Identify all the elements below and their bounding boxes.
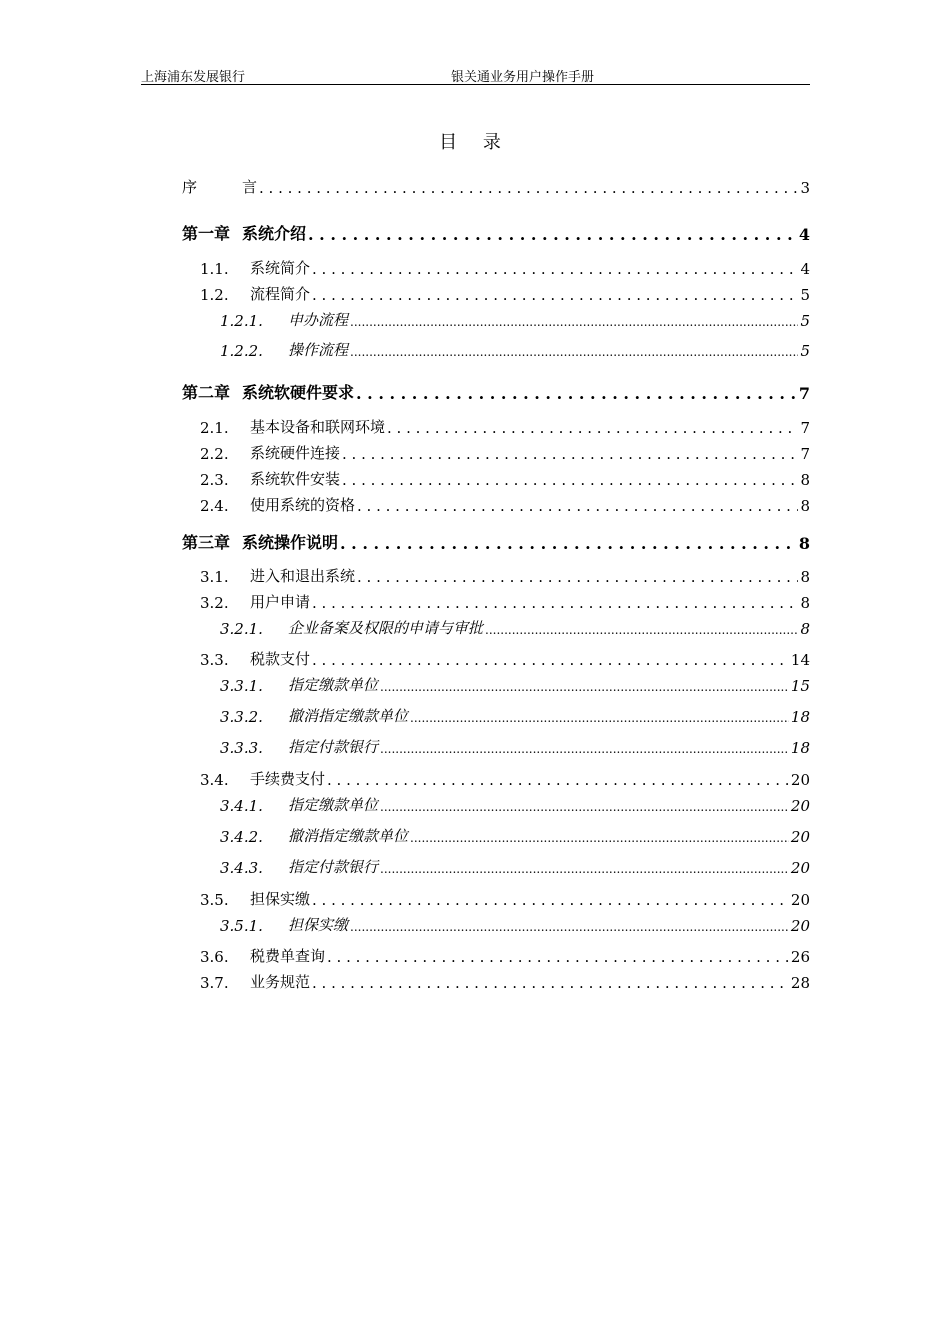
- toc-leader: [342, 471, 798, 489]
- toc-entry-label: 使用系统的资格: [250, 496, 356, 514]
- toc-entry-page: 15: [790, 677, 810, 695]
- toc-entry-number: 1.2.: [200, 286, 229, 304]
- toc-entry-number: 3.4.1.: [220, 797, 263, 815]
- toc-entry-page: 4: [800, 260, 810, 278]
- toc-leader: [387, 419, 798, 437]
- toc-entry-number: 第一章: [182, 224, 231, 243]
- toc-entry-page: 20: [790, 797, 810, 815]
- toc-entry-number: 3.6.: [200, 948, 229, 966]
- toc-entry-section[interactable]: [182, 945, 810, 966]
- toc-entry-label: 担保实缴: [250, 890, 311, 908]
- toc-entry-page: 8: [800, 594, 810, 612]
- toc-entry-number: 3.3.1.: [220, 677, 263, 695]
- toc-entry-number: 2.2.: [200, 445, 229, 463]
- toc-entry-label: 言: [242, 178, 258, 196]
- toc-entry-page: 20: [790, 859, 810, 877]
- toc-leader: [380, 797, 789, 815]
- toc-entry-label: 业务规范: [250, 973, 311, 991]
- toc-entry-subsection[interactable]: [182, 617, 810, 638]
- toc-leader: [308, 225, 797, 244]
- toc-entry-number: 3.7.: [200, 974, 229, 992]
- header-doc-title: 银关通业务用户操作手册: [451, 70, 595, 85]
- toc-entry-page: 5: [800, 286, 810, 304]
- toc-entry-number: 3.5.1.: [220, 917, 263, 935]
- toc-entry-chapter[interactable]: [182, 380, 810, 403]
- toc-leader: [380, 739, 789, 757]
- toc-entry-page: 20: [790, 891, 810, 909]
- toc-leader: [312, 651, 789, 669]
- toc-entry-number: 3.5.: [200, 891, 229, 909]
- toc-entry-page: 18: [790, 708, 810, 726]
- toc-leader: [350, 312, 798, 330]
- toc-entry-label: 指定付款银行: [288, 738, 379, 756]
- toc-leader: [312, 891, 789, 909]
- toc-entry-chapter[interactable]: [182, 221, 810, 244]
- page-header: [141, 64, 810, 85]
- toc-entry-label: 担保实缴: [288, 916, 349, 934]
- toc-entry-section[interactable]: [182, 565, 810, 586]
- toc-leader: [350, 917, 789, 935]
- toc-entry-subsection[interactable]: [182, 736, 810, 757]
- toc-entry-page: 8: [800, 471, 810, 489]
- toc-entry-label: 税费单查询: [250, 947, 326, 965]
- toc-entry-number: 3.3.2.: [220, 708, 263, 726]
- toc-entry-label: 手续费支付: [250, 770, 326, 788]
- toc-entry-page: 20: [790, 828, 810, 846]
- toc-entry-label: 系统操作说明: [242, 533, 339, 552]
- toc-entry-section[interactable]: [182, 257, 810, 278]
- toc-entry-chapter[interactable]: [182, 530, 810, 553]
- toc-entry-page: 5: [800, 312, 810, 330]
- toc-entry-number: 3.2.1.: [220, 620, 263, 638]
- toc-entry-page: 3: [800, 179, 810, 197]
- toc-entry-label: 操作流程: [288, 341, 349, 359]
- toc-entry-number: 3.4.: [200, 771, 229, 789]
- toc-entry-number: 1.2.2.: [220, 342, 263, 360]
- toc-entry-page: 20: [790, 917, 810, 935]
- toc-entry-page: 5: [800, 342, 810, 360]
- toc-entry-label: 企业备案及权限的申请与审批: [288, 619, 484, 637]
- toc-entry-label: 用户申请: [250, 593, 311, 611]
- toc-leader: [312, 260, 798, 278]
- toc-entry-number: 3.3.3.: [220, 739, 263, 757]
- toc-entry-label: 税款支付: [250, 650, 311, 668]
- toc-leader: [312, 594, 798, 612]
- toc-leader: [485, 620, 798, 638]
- toc-entry-section[interactable]: [182, 442, 810, 463]
- toc-leader: [357, 568, 798, 586]
- toc-entry-page: 14: [790, 651, 810, 669]
- toc-entry-section[interactable]: [182, 416, 810, 437]
- toc-entry-label: 系统简介: [250, 259, 311, 277]
- toc-entry-page: 4: [798, 225, 810, 244]
- toc-entry-page: 26: [790, 948, 810, 966]
- toc-entry-page: 20: [790, 771, 810, 789]
- toc-entry-section[interactable]: [182, 888, 810, 909]
- toc-entry-label: 申办流程: [288, 311, 349, 329]
- toc-entry-page: 28: [790, 974, 810, 992]
- toc-entry-number: 3.2.: [200, 594, 229, 612]
- toc-entry-page: 8: [800, 620, 810, 638]
- toc-leader: [340, 534, 797, 553]
- toc-leader: [356, 384, 797, 403]
- toc-leader: [327, 948, 789, 966]
- toc-entry-page: 8: [798, 534, 810, 553]
- toc-entry-section[interactable]: [182, 283, 810, 304]
- toc-entry-section[interactable]: [182, 494, 810, 515]
- toc-entry-subsection[interactable]: [182, 825, 810, 846]
- toc-leader: [380, 859, 789, 877]
- toc-leader: [357, 497, 798, 515]
- toc-entry-subsection[interactable]: [182, 794, 810, 815]
- toc-entry-subsection[interactable]: [182, 309, 810, 330]
- toc-entry-page: 8: [800, 497, 810, 515]
- toc-leader: [380, 677, 789, 695]
- toc-entry-section[interactable]: [182, 971, 810, 992]
- toc-entry-label: 撤消指定缴款单位: [288, 707, 409, 725]
- toc-leader: [312, 974, 789, 992]
- toc-entry-section[interactable]: [182, 591, 810, 612]
- toc-entry-subsection[interactable]: [182, 856, 810, 877]
- toc-leader: [312, 286, 798, 304]
- toc-leader: [410, 828, 789, 846]
- toc-entry-label: 指定缴款单位: [288, 676, 379, 694]
- toc-entry-preface[interactable]: [182, 176, 810, 197]
- toc-entry-number: 序: [182, 178, 198, 196]
- toc-title: 目 录: [439, 132, 511, 153]
- toc-entry-label: 指定付款银行: [288, 858, 379, 876]
- toc-leader: [350, 342, 798, 360]
- toc-entry-label: 系统软件安装: [250, 470, 341, 488]
- toc-entry-subsection[interactable]: [182, 914, 810, 935]
- toc-entry-number: 第三章: [182, 533, 231, 552]
- toc-entry-number: 1.1.: [200, 260, 229, 278]
- toc-leader: [342, 445, 798, 463]
- toc-entry-label: 指定缴款单位: [288, 796, 379, 814]
- toc-entry-number: 2.4.: [200, 497, 229, 515]
- toc-entry-label: 撤消指定缴款单位: [288, 827, 409, 845]
- toc-entry-subsection[interactable]: [182, 705, 810, 726]
- toc-entry-label: 系统硬件连接: [250, 444, 341, 462]
- toc-entry-label: 流程简介: [250, 285, 311, 303]
- toc-entry-section[interactable]: [182, 468, 810, 489]
- toc-entry-number: 2.3.: [200, 471, 229, 489]
- toc-entry-label: 进入和退出系统: [250, 567, 356, 585]
- toc-entry-number: 3.4.3.: [220, 859, 263, 877]
- toc-entry-label: 系统介绍: [242, 224, 307, 243]
- toc-entry-number: 3.4.2.: [220, 828, 263, 846]
- toc-entry-number: 3.1.: [200, 568, 229, 586]
- toc-entry-section[interactable]: [182, 648, 810, 669]
- toc-entry-page: 7: [798, 384, 810, 403]
- toc-entry-section[interactable]: [182, 768, 810, 789]
- toc-entry-number: 第二章: [182, 383, 231, 402]
- toc-entry-label: 基本设备和联网环境: [250, 418, 386, 436]
- toc-entry-number: 3.3.: [200, 651, 229, 669]
- toc-entry-page: 7: [800, 445, 810, 463]
- toc-entry-subsection[interactable]: [182, 674, 810, 695]
- toc-leader: [327, 771, 789, 789]
- toc-entry-label: 系统软硬件要求: [242, 383, 355, 402]
- header-bank-name: 上海浦东发展银行: [141, 70, 246, 85]
- toc-entry-page: 7: [800, 419, 810, 437]
- toc-entry-page: 18: [790, 739, 810, 757]
- toc-entry-number: 2.1.: [200, 419, 229, 437]
- toc-leader: [410, 708, 789, 726]
- toc-entry-number: 1.2.1.: [220, 312, 263, 330]
- toc-leader: [259, 179, 798, 197]
- toc-entry-page: 8: [800, 568, 810, 586]
- toc-entry-subsection[interactable]: [182, 339, 810, 360]
